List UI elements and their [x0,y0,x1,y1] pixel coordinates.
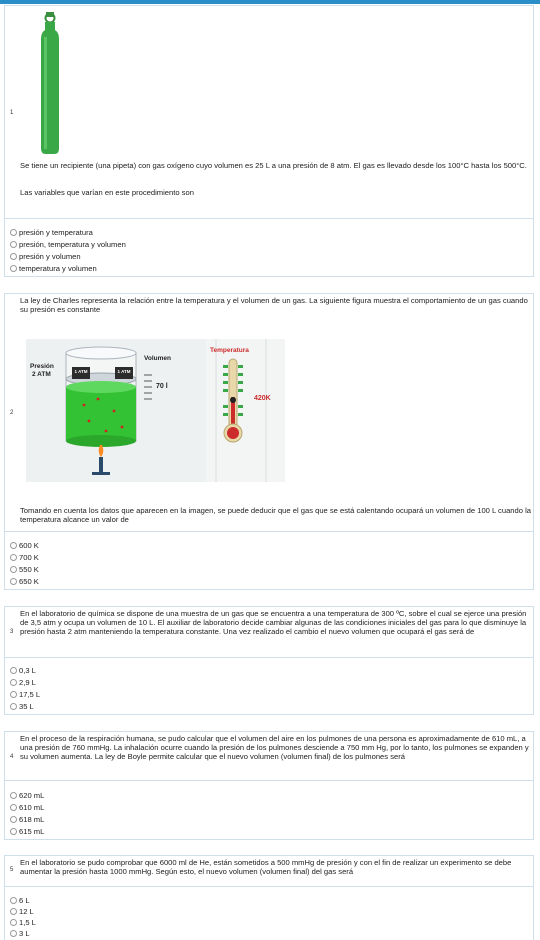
answer-option[interactable] [10,917,36,928]
radio-button[interactable] [10,241,17,248]
answer-option[interactable] [10,263,97,274]
divider [5,886,533,887]
question-number: 4 [10,754,14,760]
option-label: 2,9 L [19,678,36,687]
answer-option[interactable] [10,239,126,250]
question-3 [4,606,534,715]
option-label: 618 mL [19,815,45,824]
question-statement: En el proceso de la respiración humana, se pudo calcular que el volumen del aire en los pulmones de una persona es aproximadamente de 610 mL, a una presión de 760 mmHg. La inhalación ocurre cuando la presión de los pulmones desciende a 750 mm Hg, por lo tanto, los pulmones se expanden y su volumen aumenta. La ley de Boyle permite calcular que el nuevo volumen (volumen final) de los pulmones será [20,734,529,761]
option-label: 550 K [19,565,39,574]
radio-button[interactable] [10,897,17,904]
option-label: 600 K [19,541,39,550]
answer-option[interactable] [10,540,39,551]
radio-button[interactable] [10,691,17,698]
radio-button[interactable] [10,679,17,686]
answer-option[interactable] [10,826,44,837]
charles-law-figure [26,339,285,482]
volume-label: Volumen [144,355,171,362]
option-label: 35 L [19,702,34,711]
divider [5,531,533,532]
question-number: 1 [10,110,14,116]
radio-button[interactable] [10,554,17,561]
radio-button[interactable] [10,253,17,260]
radio-button[interactable] [10,828,17,835]
answer-option[interactable] [10,689,40,700]
radio-button[interactable] [10,919,17,926]
radio-button[interactable] [10,908,17,915]
option-label: 700 K [19,553,39,562]
option-label: 650 K [19,577,39,586]
radio-button[interactable] [10,667,17,674]
answer-option[interactable] [10,814,44,825]
question-statement: En el laboratorio se pudo comprobar que 6000 ml de He, están sometidos a 500 mmHg de presión y con el fin de realizar un experimento se debe aumentar la presión hasta 1000 mmHg. Según esto, el nuevo volumen (volumen final) del gas será [20,858,512,876]
top-accent-bar [0,0,540,4]
radio-button[interactable] [10,265,17,272]
question-statement: Se tiene un recipiente (una pipeta) con gas oxígeno cuyo volumen es 25 L a una presión de 8 atm. El gas es llevado desde los 100°C hasta los 500°C. [20,161,527,170]
question-number: 3 [10,629,14,635]
question-4 [4,731,534,840]
option-label: 1,5 L [19,918,36,927]
answer-option[interactable] [10,802,44,813]
option-label: 12 L [19,907,34,916]
option-label: presión y volumen [19,252,81,261]
question-prompt: Tomando en cuenta los datos que aparecen en la imagen, se puede deducir que el gas que se está calentando ocupará un volumen de 100 L cuando la temperatura alcance un valor de [20,506,531,524]
option-label: 3 L [19,929,30,938]
radio-button[interactable] [10,804,17,811]
answer-option[interactable] [10,564,39,575]
option-label: 0,3 L [19,666,36,675]
answer-option[interactable] [10,790,44,801]
option-label: 620 mL [19,791,45,800]
option-label: temperatura y volumen [19,264,97,273]
temperature-value: 420K [254,395,271,402]
question-statement: En el laboratorio de química se dispone de una muestra de un gas que se encuentra a una temperatura de 300 ºC, sobre el cual se ejerce una presión de 3,5 atm y ocupa un volumen de 10 L. El auxiliar de laboratorio decide cambiar algunas de las condiciones iniciales del gas para lo que disminuye la presión hasta 2 atm manteniendo la temperatura constante. Una vez realizado el cambio el nuevo volumen que ocupará el gas será de [20,609,527,636]
divider [5,657,533,658]
answer-option[interactable] [10,928,30,939]
question-prompt: Las variables que varían en este procedimiento son [20,188,194,197]
radio-button[interactable] [10,930,17,937]
pressure-value: 2 ATM [32,371,51,378]
answer-option[interactable] [10,552,39,563]
answer-option[interactable] [10,906,34,917]
temperature-label: Temperatura [210,347,249,354]
atm-badge-left: 1 ATM [74,369,88,374]
answer-option[interactable] [10,227,93,238]
question-number: 5 [10,867,14,873]
option-label: presión, temperatura y volumen [19,240,126,249]
option-label: 615 mL [19,827,45,836]
option-label: 17,5 L [19,690,41,699]
answer-option[interactable] [10,576,39,587]
radio-button[interactable] [10,578,17,585]
answer-option[interactable] [10,701,34,712]
option-label: 6 L [19,896,30,905]
radio-button[interactable] [10,703,17,710]
divider [5,218,533,219]
radio-button[interactable] [10,229,17,236]
question-5 [4,855,534,940]
answer-option[interactable] [10,251,81,262]
option-label: presión y temperatura [19,228,93,237]
oxygen-cylinder-image [35,11,65,156]
answer-option[interactable] [10,665,36,676]
answer-option[interactable] [10,895,30,906]
radio-button[interactable] [10,566,17,573]
pressure-label: Presión [30,363,54,370]
question-number: 2 [10,410,14,416]
radio-button[interactable] [10,792,17,799]
volume-value: 70 l [156,383,168,390]
atm-badge-right: 1 ATM [117,369,131,374]
question-statement: La ley de Charles representa la relación entre la temperatura y el volumen de un gas. La siguiente figura muestra el comportamiento de un gas cuando su presión es constante [20,296,528,314]
radio-button[interactable] [10,542,17,549]
question-1 [4,5,534,277]
answer-option[interactable] [10,677,36,688]
option-label: 610 mL [19,803,45,812]
divider [5,780,533,781]
radio-button[interactable] [10,816,17,823]
